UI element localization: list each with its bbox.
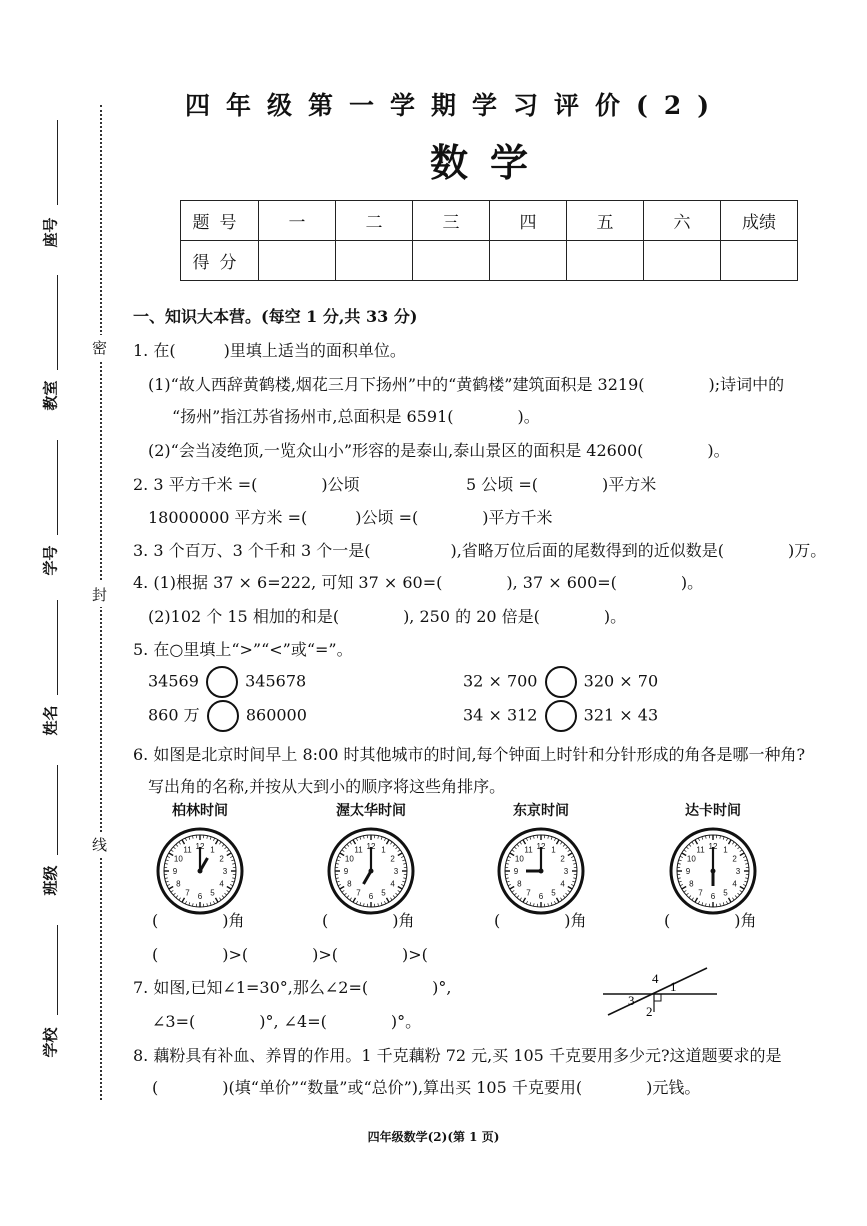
clock-number: 5: [551, 888, 556, 898]
clock-number: 12: [536, 842, 546, 851]
clock-number: 12: [366, 842, 376, 851]
clock-number: 1: [210, 845, 215, 855]
score-input-cell[interactable]: [336, 241, 413, 281]
question-8a: 8. 藕粉具有补血、养胃的作用。1 千克藕粉 72 元,买 105 千克要用多少元?这道题要求的是: [133, 1046, 782, 1065]
compare-circle[interactable]: [207, 700, 239, 732]
score-cell: 二: [336, 201, 413, 241]
score-table: [180, 200, 798, 281]
clock-number: 10: [173, 854, 183, 864]
clock-title: 渥太华时间: [336, 803, 406, 819]
clock-center: [369, 869, 374, 874]
right-angle-mark: [654, 994, 661, 1001]
school-label: 学校: [41, 1027, 60, 1058]
compare-item: [148, 666, 306, 698]
angle-blank: ( )角: [152, 911, 245, 930]
page-title: 四年级第一学期学习评价(2): [185, 91, 726, 120]
clock-number: 8: [517, 879, 522, 889]
clock-number: 8: [176, 879, 181, 889]
question-2b: 18000000 平方米 =( )公顷 =( )平方千米: [148, 508, 553, 527]
compare-item: [148, 700, 307, 732]
clock-ottawa: [316, 800, 426, 920]
clock-number: 2: [390, 854, 395, 864]
score-cell: 五: [567, 201, 644, 241]
clock-number: 7: [185, 888, 190, 898]
score-row-label: 得分: [181, 241, 259, 281]
score-input-cell[interactable]: [644, 241, 721, 281]
clock-number: 4: [560, 879, 565, 889]
score-input-cell[interactable]: [567, 241, 644, 281]
clock-number: 4: [219, 879, 224, 889]
compare-circle[interactable]: [545, 666, 577, 698]
clock-number: 3: [393, 867, 399, 876]
compare-left: 860 万: [148, 705, 200, 725]
compare-circle[interactable]: [206, 666, 238, 698]
angle-blank: ( )角: [322, 911, 415, 930]
clock-number: 2: [560, 854, 565, 864]
section-heading: 一、知识大本营。(每空 1 分,共 33 分): [133, 307, 418, 326]
compare-item: [463, 700, 658, 732]
question-4-1: 4. (1)根据 37 × 6=222, 可知 37 × 60=( ), 37 × 600=( )。: [133, 573, 704, 592]
clock-center: [539, 869, 544, 874]
score-cell: 四: [490, 201, 567, 241]
clock-number: 5: [381, 888, 386, 898]
angle-figure: [600, 965, 720, 1025]
compare-right: 320 × 70: [583, 671, 659, 691]
clock-number: 2: [219, 854, 224, 864]
question-3: 3. 3 个百万、3 个千和 3 个一是( ),省略万位后面的尾数得到的近似数是( )万。: [133, 541, 827, 560]
clock-number: 12: [195, 842, 205, 851]
clock-number: 8: [347, 879, 352, 889]
subject-title: 数学: [430, 140, 551, 185]
clock-number: 3: [222, 867, 228, 876]
clock-face: [668, 826, 758, 916]
classroom-label: 教室: [41, 380, 60, 411]
compare-left: 34 × 312: [463, 705, 538, 725]
seat-line: [57, 120, 58, 205]
clock-number: 9: [172, 867, 178, 876]
score-input-cell[interactable]: [721, 241, 798, 281]
clock-face: [496, 826, 586, 916]
compare-right: 860000: [245, 705, 307, 725]
clock-number: 8: [689, 879, 694, 889]
clock-number: 11: [696, 845, 705, 855]
clock-title: 东京时间: [513, 803, 569, 819]
seal-char-2: 封: [92, 582, 107, 607]
clock-number: 10: [686, 854, 696, 864]
angle-label: 3: [628, 993, 635, 1008]
angle-label: 1: [670, 979, 677, 994]
clock-tokyo: [486, 800, 596, 920]
clock-number: 11: [183, 845, 192, 855]
clock-number: 6: [197, 892, 203, 901]
score-table-score-row: [181, 241, 798, 281]
question-6a: 6. 如图是北京时间早上 8:00 时其他城市的时间,每个钟面上时针和分针形成的角各是哪一种角?: [133, 745, 806, 764]
question-7b: ∠3=( )°, ∠4=( )°。: [152, 1012, 422, 1031]
clock-face: [326, 826, 416, 916]
clock-number: 9: [513, 867, 519, 876]
angle-order-line: ( )>( )>( )>(: [152, 945, 428, 964]
clock-center: [198, 869, 203, 874]
clock-number: 10: [514, 854, 524, 864]
angle-blank: ( )角: [664, 911, 757, 930]
compare-left: 34569: [148, 671, 199, 691]
angle-blank: ( )角: [494, 911, 587, 930]
clock-number: 10: [344, 854, 354, 864]
clock-number: 6: [710, 892, 716, 901]
clock-number: 9: [343, 867, 349, 876]
clock-center: [711, 869, 716, 874]
clock-number: 6: [538, 892, 544, 901]
student-id-label: 学号: [41, 545, 60, 576]
question-8b: ( )(填“单价”“数量”或“总价”),算出买 105 千克要用( )元钱。: [152, 1078, 701, 1097]
score-cell: 题号: [181, 201, 259, 241]
clock-number: 7: [526, 888, 531, 898]
clock-number: 6: [368, 892, 374, 901]
clock-number: 12: [708, 842, 718, 851]
class-line: [57, 765, 58, 855]
clock-number: 5: [723, 888, 728, 898]
clock-berlin: [145, 800, 255, 920]
seal-char-1: 密: [92, 335, 107, 360]
student-id-line: [57, 440, 58, 535]
question-5: 5. 在○里填上“>”“<”或“=”。: [133, 640, 353, 659]
clock-number: 5: [210, 888, 215, 898]
score-table-header-row: [181, 201, 798, 241]
clock-number: 11: [524, 845, 533, 855]
clock-number: 1: [723, 845, 728, 855]
clock-title: 达卡时间: [685, 803, 741, 819]
score-cell: 成绩: [721, 201, 798, 241]
question-1: 1. 在( )里填上适当的面积单位。: [133, 341, 406, 360]
clock-number: 7: [698, 888, 703, 898]
compare-item: [463, 666, 658, 698]
question-2a-right: 5 公顷 =( )平方米: [466, 475, 657, 494]
compare-right: 345678: [245, 671, 307, 691]
name-line: [57, 600, 58, 695]
clock-number: 3: [563, 867, 569, 876]
school-line: [57, 925, 58, 1015]
question-4-2: (2)102 个 15 相加的和是( ), 250 的 20 倍是( )。: [148, 607, 627, 626]
question-2a-left: 2. 3 平方千米 =( )公顷: [133, 475, 360, 494]
clock-number: 1: [551, 845, 556, 855]
compare-right: 321 × 43: [583, 705, 659, 725]
clock-number: 2: [732, 854, 737, 864]
clock-number: 1: [381, 845, 386, 855]
question-1-2: (2)“会当凌绝顶,一览众山小”形容的是泰山,泰山景区的面积是 42600( )。: [148, 441, 730, 460]
seat-label: 座号: [41, 217, 60, 248]
compare-left: 32 × 700: [463, 671, 538, 691]
clock-number: 3: [735, 867, 741, 876]
angle-label: 2: [646, 1004, 653, 1019]
clock-face: [155, 826, 245, 916]
clock-number: 11: [354, 845, 363, 855]
clock-number: 7: [356, 888, 361, 898]
score-cell: 六: [644, 201, 721, 241]
seal-char-3: 线: [92, 832, 107, 857]
score-cell: 三: [413, 201, 490, 241]
clock-number: 4: [390, 879, 395, 889]
question-6b: 写出角的名称,并按从大到小的顺序将这些角排序。: [148, 777, 506, 796]
compare-circle[interactable]: [545, 700, 577, 732]
name-label: 姓名: [41, 705, 60, 736]
score-input-cell[interactable]: [413, 241, 490, 281]
angle-label: 4: [652, 971, 659, 986]
score-input-cell[interactable]: [259, 241, 336, 281]
page-footer: 四年级数学(2)(第 1 页): [367, 1130, 500, 1144]
score-input-cell[interactable]: [490, 241, 567, 281]
score-cell: 一: [259, 201, 336, 241]
clock-number: 4: [732, 879, 737, 889]
clock-dhaka: [658, 800, 768, 920]
question-1-1b: “扬州”指江苏省扬州市,总面积是 6591( )。: [172, 407, 540, 426]
clock-title: 柏林时间: [172, 803, 228, 819]
clock-number: 9: [685, 867, 691, 876]
question-7a: 7. 如图,已知∠1=30°,那么∠2=( )°,: [133, 978, 452, 997]
classroom-line: [57, 275, 58, 370]
question-1-1a: (1)“故人西辞黄鹤楼,烟花三月下扬州”中的“黄鹤楼”建筑面积是 3219( );诗词中的: [148, 375, 785, 394]
class-label: 班级: [41, 865, 60, 896]
